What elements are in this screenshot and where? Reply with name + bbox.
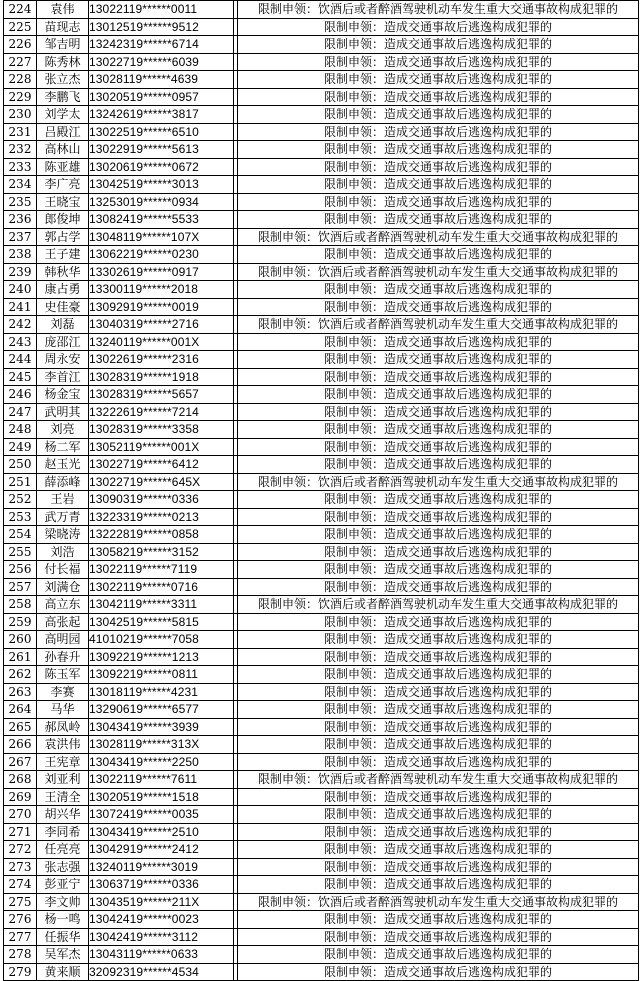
restriction-reason: 限制申领：造成交通事故后逃逸构成犯罪的 [238,631,639,649]
id-number: 13042919******2412 [89,841,234,859]
restriction-reason: 限制申领：造成交通事故后逃逸构成犯罪的 [238,333,639,351]
table-row [4,526,639,544]
id-number: 13022119******0716 [89,578,234,596]
row-number: 228 [4,71,37,89]
person-name: 袁洪伟 [37,736,89,754]
id-number: 13042419******0023 [89,911,234,929]
person-name: 张志强 [37,858,89,876]
table-row [4,631,639,649]
restriction-reason: 限制申领：造成交通事故后逃逸构成犯罪的 [238,368,639,386]
id-number: 13048119******107X [89,228,234,246]
row-number: 255 [4,543,37,561]
person-name: 苗现志 [37,18,89,36]
row-number: 248 [4,421,37,439]
row-number: 257 [4,578,37,596]
person-name: 薛添峰 [37,473,89,491]
restriction-reason: 限制申领：造成交通事故后逃逸构成犯罪的 [238,561,639,579]
row-number: 242 [4,316,37,334]
table-row [4,36,639,54]
restriction-reason: 限制申领：造成交通事故后逃逸构成犯罪的 [238,806,639,824]
restriction-reason: 限制申领：造成交通事故后逃逸构成犯罪的 [238,211,639,229]
id-number: 13020619******0672 [89,158,234,176]
table-row [4,141,639,159]
table-row [4,88,639,106]
restriction-reason: 限制申领：饮酒后或者醉酒驾驶机动车发生重大交通事故构成犯罪的 [238,771,639,789]
restriction-reason: 限制申领：造成交通事故后逃逸构成犯罪的 [238,666,639,684]
row-number: 250 [4,456,37,474]
restriction-reason: 限制申领：造成交通事故后逃逸构成犯罪的 [238,736,639,754]
table-row [4,123,639,141]
table-row [4,158,639,176]
person-name: 王岩 [37,491,89,509]
restriction-reason: 限制申领：造成交通事故后逃逸构成犯罪的 [238,298,639,316]
person-name: 王子建 [37,246,89,264]
row-number: 245 [4,368,37,386]
person-name: 张立杰 [37,71,89,89]
table-row [4,718,639,736]
person-name: 刘浩 [37,543,89,561]
restriction-reason: 限制申领：造成交通事故后逃逸构成犯罪的 [238,246,639,264]
table-row [4,228,639,246]
row-number: 224 [4,1,37,19]
id-number: 13022619******2316 [89,351,234,369]
restriction-reason: 限制申领：造成交通事故后逃逸构成犯罪的 [238,946,639,964]
id-number: 13022719******6412 [89,456,234,474]
restriction-reason: 限制申领：造成交通事故后逃逸构成犯罪的 [238,648,639,666]
row-number: 256 [4,561,37,579]
row-number: 246 [4,386,37,404]
restriction-reason: 限制申领：造成交通事故后逃逸构成犯罪的 [238,613,639,631]
restriction-reason: 限制申领：饮酒后或者醉酒驾驶机动车发生重大交通事故构成犯罪的 [238,316,639,334]
table-row [4,841,639,859]
id-number: 13242619******3817 [89,106,234,124]
restriction-reason: 限制申领：造成交通事故后逃逸构成犯罪的 [238,526,639,544]
table-row [4,736,639,754]
person-name: 任亮亮 [37,841,89,859]
table-row [4,561,639,579]
row-number: 276 [4,911,37,929]
restriction-reason: 限制申领：造成交通事故后逃逸构成犯罪的 [238,18,639,36]
table-row [4,788,639,806]
person-name: 李同希 [37,823,89,841]
person-name: 郭占学 [37,228,89,246]
person-name: 王清全 [37,788,89,806]
row-number: 264 [4,701,37,719]
person-name: 彭亚宁 [37,876,89,894]
restriction-reason: 限制申领：造成交通事故后逃逸构成犯罪的 [238,876,639,894]
table-row [4,263,639,281]
table-row [4,193,639,211]
table-row [4,491,639,509]
person-name: 陈秀林 [37,53,89,71]
id-number: 41010219******7058 [89,631,234,649]
table-row [4,18,639,36]
id-number: 13290619******6577 [89,701,234,719]
person-name: 李赛 [37,683,89,701]
restriction-reason: 限制申领：造成交通事故后逃逸构成犯罪的 [238,456,639,474]
table-row [4,456,639,474]
id-number: 13082419******5533 [89,211,234,229]
restriction-reason: 限制申领：造成交通事故后逃逸构成犯罪的 [238,928,639,946]
table-row [4,806,639,824]
person-name: 杨一鸣 [37,911,89,929]
row-number: 244 [4,351,37,369]
row-number: 225 [4,18,37,36]
table-row [4,893,639,911]
person-name: 梁晓涛 [37,526,89,544]
table-row [4,613,639,631]
table-row [4,351,639,369]
id-number: 13020519******0957 [89,88,234,106]
person-name: 王晓宝 [37,193,89,211]
row-number: 253 [4,508,37,526]
person-name: 吕殿江 [37,123,89,141]
id-number: 13022119******7611 [89,771,234,789]
id-number: 13092219******0811 [89,666,234,684]
id-number: 13072419******0035 [89,806,234,824]
id-number: 13028119******313X [89,736,234,754]
table-row [4,771,639,789]
table-row [4,858,639,876]
row-number: 277 [4,928,37,946]
row-number: 229 [4,88,37,106]
row-number: 239 [4,263,37,281]
table-row [4,473,639,491]
table-row [4,946,639,964]
row-number: 240 [4,281,37,299]
person-name: 邹吉明 [37,36,89,54]
row-number: 279 [4,963,37,981]
table-row [4,176,639,194]
id-number: 13018119******4231 [89,683,234,701]
id-number: 13043419******3939 [89,718,234,736]
restriction-reason: 限制申领：饮酒后或者醉酒驾驶机动车发生重大交通事故构成犯罪的 [238,228,639,246]
person-name: 郎俊坤 [37,211,89,229]
row-number: 262 [4,666,37,684]
row-number: 267 [4,753,37,771]
restriction-reason: 限制申领：造成交通事故后逃逸构成犯罪的 [238,88,639,106]
id-number: 13058219******3152 [89,543,234,561]
row-number: 243 [4,333,37,351]
person-name: 武明其 [37,403,89,421]
row-number: 251 [4,473,37,491]
id-number: 13022719******645X [89,473,234,491]
person-name: 王宪章 [37,753,89,771]
restriction-reason: 限制申领：造成交通事故后逃逸构成犯罪的 [238,53,639,71]
id-number: 13092219******1213 [89,648,234,666]
person-name: 郝凤岭 [37,718,89,736]
restriction-reason: 限制申领：造成交通事故后逃逸构成犯罪的 [238,386,639,404]
person-name: 刘磊 [37,316,89,334]
person-name: 高张起 [37,613,89,631]
table-row [4,333,639,351]
restriction-reason: 限制申领：造成交通事故后逃逸构成犯罪的 [238,683,639,701]
restriction-reason: 限制申领：造成交通事故后逃逸构成犯罪的 [238,193,639,211]
person-name: 袁伟 [37,1,89,19]
id-number: 13052119******001X [89,438,234,456]
person-name: 马华 [37,701,89,719]
id-number: 13022119******0011 [89,1,234,19]
restriction-reason: 限制申领：造成交通事故后逃逸构成犯罪的 [238,351,639,369]
id-number: 13223319******0213 [89,508,234,526]
table-row [4,71,639,89]
person-name: 韩秋华 [37,263,89,281]
id-number: 13042119******3311 [89,596,234,614]
restriction-reason: 限制申领：造成交通事故后逃逸构成犯罪的 [238,963,639,981]
row-number: 233 [4,158,37,176]
person-name: 周永安 [37,351,89,369]
id-number: 13042519******5815 [89,613,234,631]
person-name: 庞邵江 [37,333,89,351]
table-row [4,823,639,841]
row-number: 232 [4,141,37,159]
restriction-reason: 限制申领：饮酒后或者醉酒驾驶机动车发生重大交通事故构成犯罪的 [238,1,639,19]
person-name: 任振华 [37,928,89,946]
table-row [4,368,639,386]
table-row [4,281,639,299]
row-number: 234 [4,176,37,194]
id-number: 13043419******2510 [89,823,234,841]
table-row [4,106,639,124]
row-number: 259 [4,613,37,631]
restriction-reason: 限制申领：饮酒后或者醉酒驾驶机动车发生重大交通事故构成犯罪的 [238,263,639,281]
table-row [4,666,639,684]
row-number: 236 [4,211,37,229]
table-row [4,246,639,264]
row-number: 271 [4,823,37,841]
row-number: 230 [4,106,37,124]
id-number: 13253019******0934 [89,193,234,211]
person-name: 刘满仓 [37,578,89,596]
table-row [4,701,639,719]
id-number: 13028319******5657 [89,386,234,404]
restriction-reason: 限制申领：饮酒后或者醉酒驾驶机动车发生重大交通事故构成犯罪的 [238,596,639,614]
row-number: 226 [4,36,37,54]
table-row [4,596,639,614]
table-row [4,403,639,421]
restriction-reason: 限制申领：饮酒后或者醉酒驾驶机动车发生重大交通事故构成犯罪的 [238,473,639,491]
id-number: 13022519******6510 [89,123,234,141]
row-number: 241 [4,298,37,316]
id-number: 13022719******6039 [89,53,234,71]
person-name: 付长福 [37,561,89,579]
id-number: 32092319******4534 [89,963,234,981]
person-name: 高明园 [37,631,89,649]
restriction-reason: 限制申领：造成交通事故后逃逸构成犯罪的 [238,176,639,194]
id-number: 13222819******0858 [89,526,234,544]
person-name: 孙春升 [37,648,89,666]
row-number: 238 [4,246,37,264]
table-row [4,508,639,526]
row-number: 269 [4,788,37,806]
table-row [4,753,639,771]
person-name: 史佳豪 [37,298,89,316]
id-number: 13240119******3019 [89,858,234,876]
row-number: 235 [4,193,37,211]
row-number: 272 [4,841,37,859]
person-name: 李鹏飞 [37,88,89,106]
row-number: 266 [4,736,37,754]
id-number: 13028119******4639 [89,71,234,89]
row-number: 227 [4,53,37,71]
table-row [4,386,639,404]
table-row [4,648,639,666]
restriction-reason: 限制申领：造成交通事故后逃逸构成犯罪的 [238,858,639,876]
person-name: 高立东 [37,596,89,614]
person-name: 胡兴华 [37,806,89,824]
table-row [4,421,639,439]
id-number: 13242319******6714 [89,36,234,54]
id-number: 13028319******1918 [89,368,234,386]
id-number: 13020519******1518 [89,788,234,806]
row-number: 258 [4,596,37,614]
restriction-reason: 限制申领：造成交通事故后逃逸构成犯罪的 [238,823,639,841]
restriction-reason: 限制申领：造成交通事故后逃逸构成犯罪的 [238,543,639,561]
row-number: 265 [4,718,37,736]
restriction-reason: 限制申领：造成交通事故后逃逸构成犯罪的 [238,753,639,771]
row-number: 274 [4,876,37,894]
row-number: 247 [4,403,37,421]
table-row [4,316,639,334]
person-name: 刘学太 [37,106,89,124]
restriction-reason: 限制申领：造成交通事故后逃逸构成犯罪的 [238,491,639,509]
person-name: 刘亚利 [37,771,89,789]
id-number: 13063719******0336 [89,876,234,894]
person-name: 杨金宝 [37,386,89,404]
id-number: 13300119******2018 [89,281,234,299]
id-number: 13042519******3013 [89,176,234,194]
person-name: 黄来顺 [37,963,89,981]
person-name: 赵玉光 [37,456,89,474]
restriction-reason: 限制申领：造成交通事故后逃逸构成犯罪的 [238,123,639,141]
id-number: 13043419******2250 [89,753,234,771]
id-number: 13043119******0633 [89,946,234,964]
restriction-reason: 限制申领：造成交通事故后逃逸构成犯罪的 [238,701,639,719]
restriction-reason: 限制申领：造成交通事故后逃逸构成犯罪的 [238,508,639,526]
id-number: 13022919******5613 [89,141,234,159]
person-name: 刘亮 [37,421,89,439]
row-number: 249 [4,438,37,456]
restriction-reason: 限制申领：造成交通事故后逃逸构成犯罪的 [238,36,639,54]
row-number: 260 [4,631,37,649]
person-name: 李广亮 [37,176,89,194]
person-name: 李首江 [37,368,89,386]
id-number: 13040319******2716 [89,316,234,334]
row-number: 254 [4,526,37,544]
id-number: 13042419******3112 [89,928,234,946]
table-row [4,578,639,596]
restriction-reason: 限制申领：饮酒后或者醉酒驾驶机动车发生重大交通事故构成犯罪的 [238,893,639,911]
row-number: 261 [4,648,37,666]
table-row [4,211,639,229]
restriction-list-table [3,0,639,981]
table-body [4,1,639,981]
person-name: 陈亚雄 [37,158,89,176]
table-row [4,1,639,19]
id-number: 13092919******0019 [89,298,234,316]
table-row [4,298,639,316]
id-number: 13222619******7214 [89,403,234,421]
table-row [4,911,639,929]
id-number: 13240119******001X [89,333,234,351]
row-number: 231 [4,123,37,141]
id-number: 13090319******0336 [89,491,234,509]
restriction-reason: 限制申领：造成交通事故后逃逸构成犯罪的 [238,438,639,456]
person-name: 李文帅 [37,893,89,911]
id-number: 13043519******211X [89,893,234,911]
person-name: 高林山 [37,141,89,159]
row-number: 278 [4,946,37,964]
row-number: 275 [4,893,37,911]
restriction-reason: 限制申领：造成交通事故后逃逸构成犯罪的 [238,71,639,89]
person-name: 陈玉军 [37,666,89,684]
restriction-reason: 限制申领：造成交通事故后逃逸构成犯罪的 [238,788,639,806]
restriction-reason: 限制申领：造成交通事故后逃逸构成犯罪的 [238,911,639,929]
row-number: 237 [4,228,37,246]
id-number: 13022119******7119 [89,561,234,579]
table-row [4,543,639,561]
id-number: 13012519******9512 [89,18,234,36]
row-number: 263 [4,683,37,701]
restriction-reason: 限制申领：造成交通事故后逃逸构成犯罪的 [238,718,639,736]
table-row [4,438,639,456]
id-number: 13028319******3358 [89,421,234,439]
table-row [4,53,639,71]
row-number: 252 [4,491,37,509]
person-name: 吴军杰 [37,946,89,964]
table-row [4,876,639,894]
restriction-reason: 限制申领：造成交通事故后逃逸构成犯罪的 [238,421,639,439]
row-number: 270 [4,806,37,824]
person-name: 杨二军 [37,438,89,456]
id-number: 13062219******0230 [89,246,234,264]
restriction-reason: 限制申领：造成交通事故后逃逸构成犯罪的 [238,841,639,859]
table-row [4,928,639,946]
restriction-reason: 限制申领：造成交通事故后逃逸构成犯罪的 [238,403,639,421]
restriction-reason: 限制申领：造成交通事故后逃逸构成犯罪的 [238,578,639,596]
table-row [4,683,639,701]
person-name: 武万青 [37,508,89,526]
person-name: 康占勇 [37,281,89,299]
id-number: 13302619******0917 [89,263,234,281]
row-number: 268 [4,771,37,789]
restriction-reason: 限制申领：造成交通事故后逃逸构成犯罪的 [238,281,639,299]
restriction-reason: 限制申领：造成交通事故后逃逸构成犯罪的 [238,106,639,124]
row-number: 273 [4,858,37,876]
restriction-reason: 限制申领：造成交通事故后逃逸构成犯罪的 [238,158,639,176]
restriction-reason: 限制申领：造成交通事故后逃逸构成犯罪的 [238,141,639,159]
